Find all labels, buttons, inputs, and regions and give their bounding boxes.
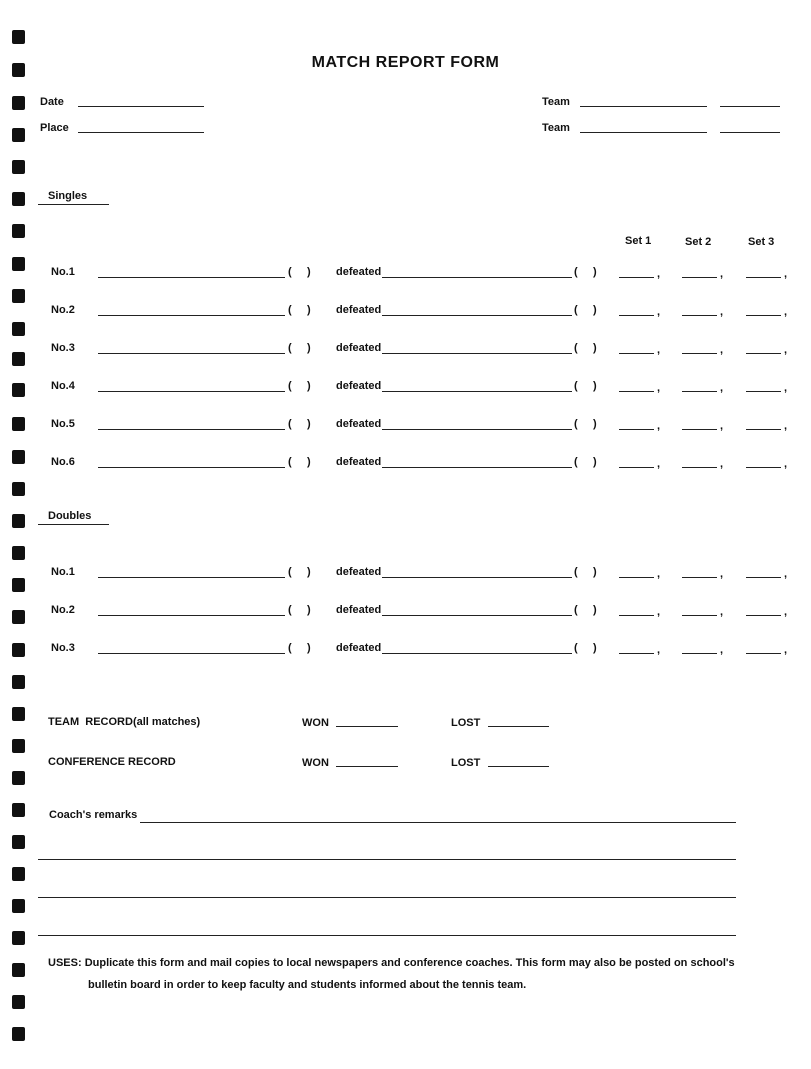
punch-hole: [12, 803, 25, 817]
comma: ,: [720, 420, 724, 432]
set-2-score[interactable]: [682, 467, 717, 468]
loser-field[interactable]: [382, 467, 572, 468]
defeated-label: defeated: [336, 642, 382, 654]
set-3-header: Set 3: [748, 236, 775, 248]
conference-lost-field[interactable]: [488, 766, 549, 767]
comma: ,: [784, 382, 788, 394]
close-paren: ): [307, 642, 311, 654]
open-paren: (: [574, 418, 578, 430]
row-label: No.1: [51, 266, 75, 278]
close-paren: ): [307, 418, 311, 430]
punch-hole: [12, 30, 25, 44]
row-label: No.2: [51, 604, 75, 616]
comma: ,: [784, 606, 788, 618]
row-label: No.4: [51, 380, 75, 392]
defeated-label: defeated: [336, 380, 382, 392]
winner-field[interactable]: [98, 391, 285, 392]
close-paren: ): [593, 566, 597, 578]
open-paren: (: [288, 304, 292, 316]
open-paren: (: [288, 566, 292, 578]
winner-field[interactable]: [98, 353, 285, 354]
comma: ,: [720, 306, 724, 318]
row-label: No.3: [51, 642, 75, 654]
set-1-score[interactable]: [619, 615, 654, 616]
open-paren: (: [288, 342, 292, 354]
close-paren: ): [307, 380, 311, 392]
set-1-score[interactable]: [619, 467, 654, 468]
set-2-score[interactable]: [682, 577, 717, 578]
open-paren: (: [288, 418, 292, 430]
defeated-label: defeated: [336, 456, 382, 468]
doubles-heading-underline: [38, 524, 109, 525]
comma: ,: [784, 420, 788, 432]
uses-label: USES:: [48, 957, 82, 969]
open-paren: (: [574, 642, 578, 654]
comma: ,: [657, 606, 661, 618]
team-won-field[interactable]: [336, 726, 398, 727]
comma: ,: [720, 644, 724, 656]
close-paren: ): [307, 342, 311, 354]
punch-hole: [12, 546, 25, 560]
punch-hole: [12, 643, 25, 657]
set-2-score[interactable]: [682, 429, 717, 430]
set-3-score[interactable]: [746, 315, 781, 316]
place-field[interactable]: [78, 132, 204, 133]
set-1-score[interactable]: [619, 277, 654, 278]
team2-field[interactable]: [580, 132, 707, 133]
team1-label: Team: [542, 96, 570, 108]
comma: ,: [784, 344, 788, 356]
winner-field[interactable]: [98, 429, 285, 430]
winner-field[interactable]: [98, 277, 285, 278]
comma: ,: [657, 268, 661, 280]
punch-hole: [12, 289, 25, 303]
comma: ,: [720, 344, 724, 356]
set-2-score[interactable]: [682, 615, 717, 616]
team-lost-field[interactable]: [488, 726, 549, 727]
team-lost-label: LOST: [451, 717, 481, 729]
set-1-score[interactable]: [619, 353, 654, 354]
punch-hole: [12, 96, 25, 110]
punch-hole: [12, 899, 25, 913]
open-paren: (: [574, 304, 578, 316]
open-paren: (: [574, 566, 578, 578]
punch-hole: [12, 835, 25, 849]
comma: ,: [784, 268, 788, 280]
winner-field[interactable]: [98, 615, 285, 616]
loser-field[interactable]: [382, 577, 572, 578]
set-3-score[interactable]: [746, 391, 781, 392]
comma: ,: [657, 420, 661, 432]
winner-field[interactable]: [98, 577, 285, 578]
punch-hole: [12, 931, 25, 945]
punch-hole: [12, 192, 25, 206]
open-paren: (: [288, 604, 292, 616]
comma: ,: [784, 458, 788, 470]
uses-line-1: Duplicate this form and mail copies to local newspapers and conference coaches. This form may also be posted on school's: [84, 957, 735, 969]
close-paren: ): [593, 642, 597, 654]
conference-record-label: CONFERENCE RECORD: [48, 756, 176, 768]
close-paren: ): [307, 566, 311, 578]
punch-hole: [12, 963, 25, 977]
conference-won-field[interactable]: [336, 766, 398, 767]
punch-hole: [12, 383, 25, 397]
set-1-score[interactable]: [619, 391, 654, 392]
set-1-score[interactable]: [619, 315, 654, 316]
comma: ,: [720, 382, 724, 394]
open-paren: (: [288, 380, 292, 392]
open-paren: (: [574, 266, 578, 278]
punch-hole: [12, 450, 25, 464]
singles-heading: Singles: [48, 190, 88, 202]
set-2-score[interactable]: [682, 653, 717, 654]
row-label: No.1: [51, 566, 75, 578]
row-label: No.3: [51, 342, 75, 354]
comma: ,: [720, 568, 724, 580]
conference-lost-label: LOST: [451, 757, 481, 769]
open-paren: (: [574, 342, 578, 354]
date-label: Date: [40, 96, 64, 108]
team2-score-field[interactable]: [720, 132, 780, 133]
winner-field[interactable]: [98, 315, 285, 316]
loser-field[interactable]: [382, 615, 572, 616]
comma: ,: [720, 268, 724, 280]
close-paren: ): [593, 418, 597, 430]
defeated-label: defeated: [336, 604, 382, 616]
set-1-score[interactable]: [619, 429, 654, 430]
comma: ,: [657, 458, 661, 470]
set-3-score[interactable]: [746, 467, 781, 468]
set-3-score[interactable]: [746, 653, 781, 654]
set-2-header: Set 2: [685, 236, 712, 248]
close-paren: ): [593, 604, 597, 616]
loser-field[interactable]: [382, 353, 572, 354]
punch-hole: [12, 128, 25, 142]
row-label: No.6: [51, 456, 75, 468]
place-label: Place: [40, 122, 69, 134]
defeated-label: defeated: [336, 266, 382, 278]
punch-hole: [12, 322, 25, 336]
open-paren: (: [574, 604, 578, 616]
punch-hole: [12, 675, 25, 689]
punch-hole: [12, 578, 25, 592]
set-3-score[interactable]: [746, 615, 781, 616]
conference-won-label: WON: [302, 757, 329, 769]
set-3-score[interactable]: [746, 429, 781, 430]
open-paren: (: [288, 456, 292, 468]
set-2-score[interactable]: [682, 277, 717, 278]
comma: ,: [720, 458, 724, 470]
close-paren: ): [593, 304, 597, 316]
set-2-score[interactable]: [682, 353, 717, 354]
punch-hole: [12, 352, 25, 366]
punch-hole: [12, 707, 25, 721]
remarks-field-2[interactable]: [38, 859, 736, 860]
remarks-field-4[interactable]: [38, 935, 736, 936]
team-record-label: TEAM RECORD(all matches): [48, 716, 201, 728]
punch-hole: [12, 482, 25, 496]
defeated-label: defeated: [336, 342, 382, 354]
team2-label: Team: [542, 122, 570, 134]
punch-hole: [12, 514, 25, 528]
loser-field[interactable]: [382, 391, 572, 392]
comma: ,: [657, 568, 661, 580]
loser-field[interactable]: [382, 429, 572, 430]
punch-hole: [12, 160, 25, 174]
set-3-score[interactable]: [746, 577, 781, 578]
punch-hole: [12, 771, 25, 785]
punch-hole: [12, 224, 25, 238]
set-1-score[interactable]: [619, 577, 654, 578]
set-2-score[interactable]: [682, 391, 717, 392]
loser-field[interactable]: [382, 315, 572, 316]
loser-field[interactable]: [382, 653, 572, 654]
set-3-score[interactable]: [746, 353, 781, 354]
punch-hole: [12, 739, 25, 753]
row-label: No.2: [51, 304, 75, 316]
team-won-label: WON: [302, 717, 329, 729]
row-label: No.5: [51, 418, 75, 430]
doubles-heading: Doubles: [48, 510, 92, 522]
form-title: MATCH REPORT FORM: [311, 54, 500, 71]
punch-hole: [12, 995, 25, 1009]
winner-field[interactable]: [98, 653, 285, 654]
defeated-label: defeated: [336, 418, 382, 430]
winner-field[interactable]: [98, 467, 285, 468]
close-paren: ): [593, 266, 597, 278]
comma: ,: [657, 306, 661, 318]
close-paren: ): [307, 456, 311, 468]
comma: ,: [657, 382, 661, 394]
comma: ,: [720, 606, 724, 618]
singles-heading-underline: [38, 204, 109, 205]
uses-note: [48, 952, 748, 996]
set-2-score[interactable]: [682, 315, 717, 316]
open-paren: (: [288, 642, 292, 654]
close-paren: ): [593, 380, 597, 392]
comma: ,: [784, 568, 788, 580]
punch-hole: [12, 610, 25, 624]
defeated-label: defeated: [336, 566, 382, 578]
comma: ,: [657, 344, 661, 356]
remarks-field-1[interactable]: [140, 822, 736, 823]
comma: ,: [784, 306, 788, 318]
date-field[interactable]: [78, 106, 204, 107]
punch-hole: [12, 417, 25, 431]
remarks-field-3[interactable]: [38, 897, 736, 898]
loser-field[interactable]: [382, 277, 572, 278]
open-paren: (: [288, 266, 292, 278]
close-paren: ): [593, 342, 597, 354]
team1-field[interactable]: [580, 106, 707, 107]
close-paren: ): [593, 456, 597, 468]
uses-line-2: bulletin board in order to keep faculty and students informed about the tennis team.: [88, 979, 527, 991]
set-1-header: Set 1: [625, 235, 652, 247]
remarks-label: Coach's remarks: [49, 809, 138, 821]
team1-score-field[interactable]: [720, 106, 780, 107]
close-paren: ): [307, 604, 311, 616]
comma: ,: [784, 644, 788, 656]
set-1-score[interactable]: [619, 653, 654, 654]
open-paren: (: [574, 456, 578, 468]
punch-hole: [12, 1027, 25, 1041]
punch-hole: [12, 867, 25, 881]
close-paren: ): [307, 266, 311, 278]
comma: ,: [657, 644, 661, 656]
punch-hole: [12, 257, 25, 271]
close-paren: ): [307, 304, 311, 316]
open-paren: (: [574, 380, 578, 392]
set-3-score[interactable]: [746, 277, 781, 278]
defeated-label: defeated: [336, 304, 382, 316]
